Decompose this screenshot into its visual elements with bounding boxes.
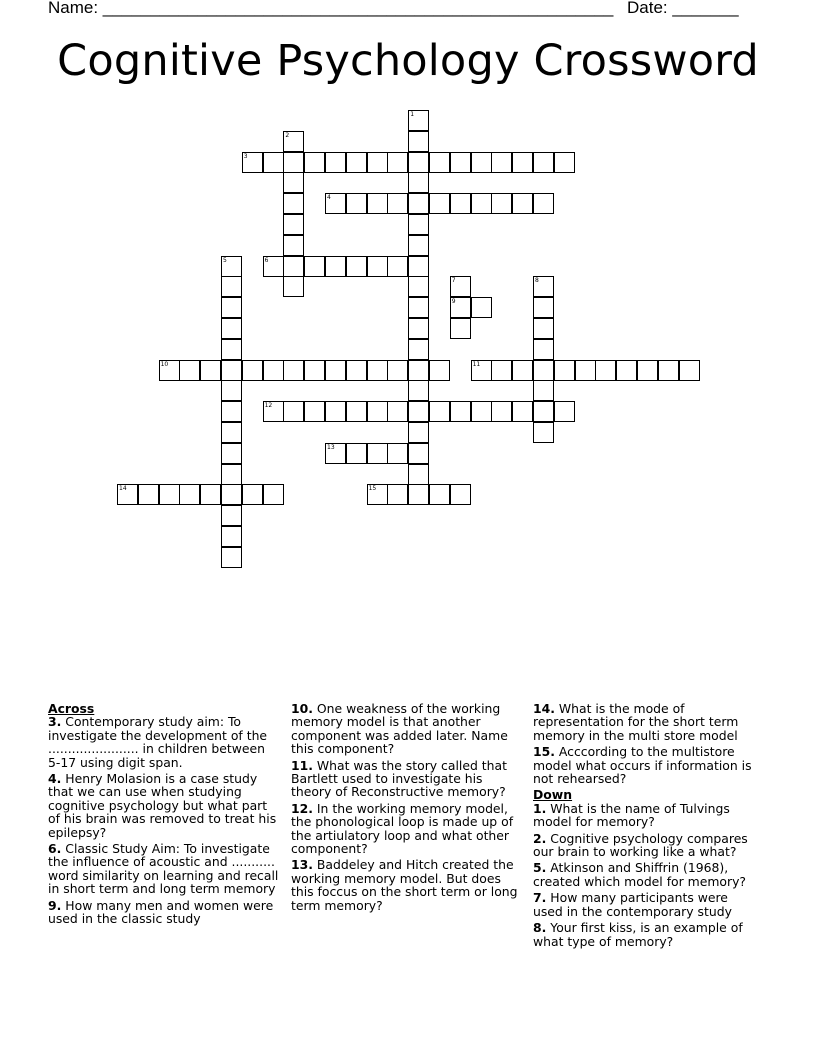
grid-cell[interactable]: [283, 235, 304, 256]
grid-cell[interactable]: [221, 422, 242, 443]
grid-cell[interactable]: [283, 193, 304, 214]
grid-cell[interactable]: [221, 339, 242, 360]
clues-column-2: [291, 702, 521, 915]
grid-cell[interactable]: [471, 360, 492, 381]
grid-cell[interactable]: [221, 484, 242, 505]
grid-cell[interactable]: [387, 360, 408, 381]
grid-cell[interactable]: [221, 526, 242, 547]
grid-cell[interactable]: [408, 422, 429, 443]
clue-number-label: 13: [327, 443, 335, 451]
grid-cell[interactable]: [512, 152, 533, 173]
clue-across-12: 12. In the working memory model, the phonological loop is made up of the artiulatory loop and what other component?: [291, 800, 514, 857]
grid-cell[interactable]: [450, 484, 471, 505]
grid-cell[interactable]: [471, 297, 492, 318]
grid-cell[interactable]: [408, 484, 429, 505]
clue-across-15: 15. Acccording to the multistore model what occurs if information is not rehearsed?: [533, 744, 752, 787]
grid-cell[interactable]: [408, 443, 429, 464]
grid-cell[interactable]: [159, 484, 180, 505]
date-field-label: Date: _______: [627, 0, 739, 17]
grid-cell[interactable]: [450, 297, 471, 318]
grid-cell[interactable]: [679, 360, 700, 381]
grid-cell[interactable]: [450, 152, 471, 173]
clue-number-label: 8: [535, 277, 539, 285]
grid-cell[interactable]: [616, 360, 637, 381]
grid-cell[interactable]: [304, 256, 325, 277]
grid-cell[interactable]: [221, 443, 242, 464]
grid-cell[interactable]: [512, 360, 533, 381]
grid-cell[interactable]: [325, 360, 346, 381]
clue-down-1: 1. What is the name of Tulvings model for memory?: [533, 800, 730, 830]
grid-cell[interactable]: [491, 152, 512, 173]
clue-down-7: 7. How many participants were used in the contemporary study: [533, 890, 732, 919]
grid-cell[interactable]: [179, 360, 200, 381]
grid-cell[interactable]: [595, 360, 616, 381]
grid-cell[interactable]: [491, 193, 512, 214]
grid-cell[interactable]: [367, 443, 388, 464]
grid-cell[interactable]: [533, 380, 554, 401]
grid-cell[interactable]: [304, 152, 325, 173]
clue-across-9: 9. How many men and women were used in the classic study: [48, 897, 274, 927]
grid-cell[interactable]: [408, 214, 429, 235]
grid-cell[interactable]: [408, 235, 429, 256]
grid-cell[interactable]: [367, 484, 388, 505]
clue-number-label: 15: [368, 485, 377, 493]
grid-cell[interactable]: [429, 193, 450, 214]
grid-cell[interactable]: [408, 401, 429, 422]
grid-cell[interactable]: [221, 547, 242, 568]
clue-number-label: 7: [451, 277, 456, 285]
clue-down-2: 2. Cognitive psychology compares our brain to working like a what?: [533, 830, 748, 860]
clue-number-label: 1: [410, 111, 415, 118]
grid-cell[interactable]: [491, 401, 512, 422]
clue-across-11: 11. What was the story called that Bartlett used to investigate his theory of Reconstructive memory?: [291, 757, 507, 800]
clue-across-3: 3. Contemporary study aim: To investigate the development of the ....................... in children between 5-17 using digit span.: [48, 714, 268, 770]
grid-cell[interactable]: [221, 318, 242, 339]
grid-cell[interactable]: [242, 360, 263, 381]
grid-cell[interactable]: [346, 443, 367, 464]
clue-number-label: 3: [243, 152, 248, 160]
grid-cell[interactable]: [325, 401, 346, 422]
grid-cell[interactable]: [554, 401, 575, 422]
grid-cell[interactable]: [367, 193, 388, 214]
down-heading: Down: [533, 787, 573, 803]
clue-number-label: 4: [327, 194, 331, 202]
grid-cell[interactable]: [221, 464, 242, 485]
grid-cell[interactable]: [346, 256, 367, 277]
grid-cell[interactable]: [471, 193, 492, 214]
clues-column-1: [48, 702, 280, 929]
clue-number-label: 14: [119, 485, 127, 493]
grid-cell[interactable]: [263, 401, 284, 422]
grid-cell[interactable]: [408, 110, 429, 131]
grid-cell[interactable]: [408, 380, 429, 401]
grid-cell[interactable]: [408, 276, 429, 297]
grid-cell[interactable]: [263, 484, 284, 505]
grid-cell[interactable]: [512, 401, 533, 422]
clue-number-label: 9: [451, 298, 456, 306]
grid-cell[interactable]: [325, 256, 346, 277]
grid-cell[interactable]: [554, 152, 575, 173]
grid-cell[interactable]: [408, 193, 429, 214]
grid-cell[interactable]: [346, 152, 367, 173]
grid-cell[interactable]: [387, 443, 408, 464]
grid-cell[interactable]: [471, 152, 492, 173]
grid-cell[interactable]: [387, 256, 408, 277]
grid-cell[interactable]: [283, 172, 304, 193]
grid-cell[interactable]: [408, 297, 429, 318]
clue-number-label: 2: [285, 131, 290, 139]
grid-cell[interactable]: [263, 256, 284, 277]
grid-cell[interactable]: [367, 256, 388, 277]
grid-cell[interactable]: [575, 360, 596, 381]
grid-cell[interactable]: [429, 360, 450, 381]
grid-cell[interactable]: [200, 360, 221, 381]
grid-cell[interactable]: [471, 401, 492, 422]
grid-cell[interactable]: [429, 401, 450, 422]
grid-cell[interactable]: [533, 422, 554, 443]
grid-cell[interactable]: [450, 401, 471, 422]
grid-cell[interactable]: [304, 360, 325, 381]
clue-number-label: 6: [264, 256, 269, 264]
grid-cell[interactable]: [179, 484, 200, 505]
grid-cell[interactable]: [533, 297, 554, 318]
grid-cell[interactable]: [221, 401, 242, 422]
grid-cell[interactable]: [325, 193, 346, 214]
grid-cell[interactable]: [221, 360, 242, 381]
grid-cell[interactable]: [283, 152, 304, 173]
grid-cell[interactable]: [200, 484, 221, 505]
grid-cell[interactable]: [263, 152, 284, 173]
grid-cell[interactable]: [346, 401, 367, 422]
grid-cell[interactable]: [283, 256, 304, 277]
grid-cell[interactable]: [221, 256, 242, 277]
grid-cell[interactable]: [138, 484, 159, 505]
grid-cell[interactable]: [346, 193, 367, 214]
grid-cell[interactable]: [387, 152, 408, 173]
grid-cell[interactable]: [408, 256, 429, 277]
grid-cell[interactable]: [408, 339, 429, 360]
grid-cell[interactable]: [367, 152, 388, 173]
grid-cell[interactable]: [408, 172, 429, 193]
grid-cell[interactable]: [221, 505, 242, 526]
clue-across-4: 4. Henry Molasion is a case study that we can use when studying cognitive psychology but what part of his brain was removed to treat his epilepsy?: [48, 771, 277, 840]
grid-cell[interactable]: [533, 360, 554, 381]
grid-cell[interactable]: [429, 484, 450, 505]
grid-cell[interactable]: [387, 401, 408, 422]
grid-cell[interactable]: [263, 360, 284, 381]
clue-down-8: 8. Your first kiss, is an example of what type of memory?: [533, 920, 743, 949]
grid-cell[interactable]: [533, 152, 554, 173]
clue-across-10: 10. One weakness of the working memory model is that another component was added later. Name this component?: [291, 701, 508, 757]
grid-cell[interactable]: [367, 401, 388, 422]
clues-column-3: [533, 702, 761, 951]
grid-cell[interactable]: [658, 360, 679, 381]
grid-cell[interactable]: [491, 360, 512, 381]
grid-cell[interactable]: [304, 401, 325, 422]
grid-cell[interactable]: [450, 318, 471, 339]
grid-cell[interactable]: [408, 464, 429, 485]
grid-cell[interactable]: [221, 297, 242, 318]
grid-cell[interactable]: [283, 276, 304, 297]
clue-across-6: 6. Classic Study Aim: To investigate the influence of acoustic and ........... word similarity on learning and recall in short term and long term memory: [48, 841, 279, 897]
grid-cell[interactable]: [283, 131, 304, 152]
clue-down-5: 5. Atkinson and Shiffrin (1968), created which model for memory?: [533, 860, 747, 889]
grid-cell[interactable]: [512, 193, 533, 214]
grid-cell[interactable]: [283, 401, 304, 422]
grid-cell[interactable]: [283, 360, 304, 381]
clue-number-label: 11: [472, 360, 481, 368]
grid-cell[interactable]: [408, 318, 429, 339]
grid-cell[interactable]: [450, 276, 471, 297]
clue-number-label: 12: [264, 402, 273, 410]
grid-cell[interactable]: [117, 484, 138, 505]
grid-cell[interactable]: [367, 360, 388, 381]
grid-cell[interactable]: [533, 401, 554, 422]
grid-cell[interactable]: [533, 276, 554, 297]
grid-cell[interactable]: [533, 193, 554, 214]
grid-cell[interactable]: [325, 152, 346, 173]
grid-cell[interactable]: [283, 214, 304, 235]
grid-cell[interactable]: [637, 360, 658, 381]
grid-cell[interactable]: [159, 360, 180, 381]
grid-cell[interactable]: [450, 193, 471, 214]
grid-cell[interactable]: [429, 152, 450, 173]
grid-cell[interactable]: [221, 380, 242, 401]
grid-cell[interactable]: [408, 360, 429, 381]
grid-cell[interactable]: [346, 360, 367, 381]
grid-cell[interactable]: [387, 484, 408, 505]
page-title: Cognitive Psychology Crossword: [57, 36, 759, 86]
grid-cell[interactable]: [242, 152, 263, 173]
grid-cell[interactable]: [387, 193, 408, 214]
name-field-label: Name: ______________________________________________________: [48, 0, 614, 17]
grid-cell[interactable]: [325, 443, 346, 464]
grid-cell[interactable]: [408, 131, 429, 152]
grid-cell[interactable]: [533, 339, 554, 360]
grid-cell[interactable]: [533, 318, 554, 339]
across-heading: Across: [48, 701, 95, 716]
grid-cell[interactable]: [554, 360, 575, 381]
clue-across-14: 14. What is the mode of representation for the short term memory in the multi store model: [533, 701, 739, 743]
clue-number-label: 10: [160, 360, 169, 368]
clue-number-label: 5: [223, 256, 227, 264]
grid-cell[interactable]: [221, 276, 242, 297]
grid-cell[interactable]: [242, 484, 263, 505]
grid-cell[interactable]: [408, 152, 429, 173]
clue-across-13: 13. Baddeley and Hitch created the working memory model. But does this foccus on the short term or long term memory?: [291, 857, 518, 913]
